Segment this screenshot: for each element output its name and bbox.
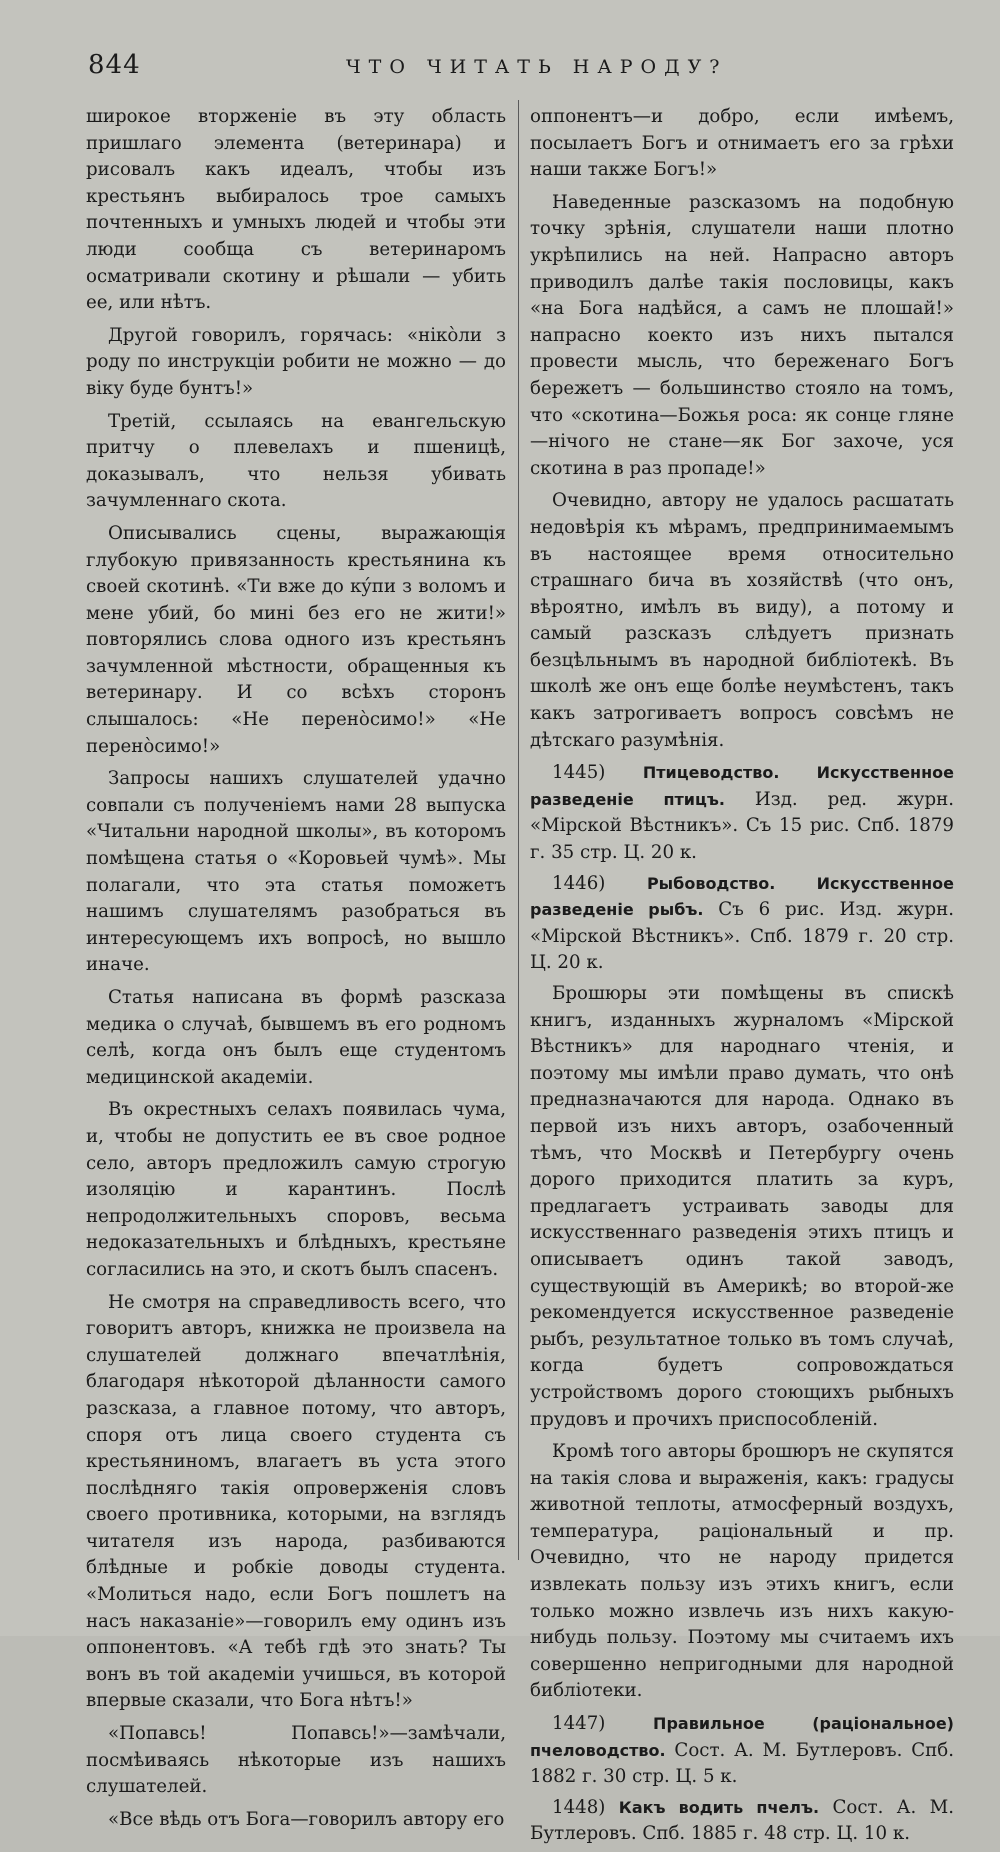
paragraph: Другой говорилъ, горячась: «нікòли з роду по инструкціи робити не можно — до віку буде бунтъ!» [86,324,506,399]
paragraph: Не смотря на справедливость всего, что говоритъ авторъ, книжка не произвела на слушателей должнаго впечатлѣнія, благодаря нѣкоторой дѣланности самого разсказа, а главное потому, что авторъ, споря отъ лица своего студента съ крестьяниномъ, влагаетъ въ уста этого послѣдняго такія опроверженія словъ своего противника, которыми, на взглядъ читателя изъ народа, разбиваются блѣдные и робкіе доводы студента. «Молиться надо, если Богъ пошлетъ на насъ наказаніе»—говорилъ ему одинъ изъ оппонентовъ. «А тебѣ гдѣ это знать? Ты вонъ въ той академіи учишься, въ которой впервые сказали, что Бога нѣтъ!» [86,1291,506,1712]
left-column [86,104,506,1839]
entry-number: 1446) [552,872,606,894]
right-column [530,104,954,1852]
bibliography-entry [530,871,954,977]
entry-title: Птицеводство. Искусственное разведеніе птицъ. [530,763,954,809]
bibliography-entry [530,760,954,866]
entry-details: Съ 6 рис. Изд. журн. «Мірской Вѣстникъ». Спб. 1879 г. 20 стр. Ц. 20 к. [530,899,955,974]
paragraph: Статья написана въ формѣ разсказа медика о случаѣ, бывшемъ въ его родномъ селѣ, когда онъ былъ еще студентомъ медицинской академіи. [86,987,506,1088]
bibliography-entry [530,1711,954,1791]
entry-details: Изд. ред. журн. «Мірской Вѣстникъ». Съ 15 рис. Спб. 1879 г. 35 стр. Ц. 20 к. [530,788,954,864]
paragraph: Запросы нашихъ слушателей удачно совпали съ полученіемъ нами 28 выпуска «Читальни народной школы», въ которомъ помѣщена статья о «Коровьей чумѣ». Мы полагали, что эта статья поможетъ нашимъ слушателямъ разобраться въ интересующемъ ихъ вопросѣ, но вышло иначе. [86,768,506,976]
paragraph: Кромѣ того авторы брошюръ не скупятся на такія слова и выраженія, какъ: градусы животной теплоты, атмосферный воздухъ, температура, раціональный и пр. Очевидно, что не народу придется извлекать пользу изъ этихъ книгъ, если только можно извлечь изъ нихъ какую-нибудь пользу. Поэтому мы считаемъ ихъ совершенно непригодными для народной библіотеки. [530,1441,954,1702]
entry-title: Рыбоводство. Искусственное разведеніе рыбъ. [530,873,954,920]
entry-details: Сост. А. М. Бутлеровъ. Спб. 1885 г. 48 стр. Ц. 10 к. [530,1796,954,1845]
entry-number: 1448) [552,1796,606,1818]
paragraph: Очевидно, автору не удалось расшатать недовѣрія къ мѣрамъ, предпринимаемымъ въ настоящее время относительно страшнаго бича въ хозяйствѣ (что онъ, вѣроятно, имѣлъ въ виду), а потому и самый разсказъ слѣдуетъ признать безцѣльнымъ въ народной библіотекѣ. Въ школѣ же онъ еще болѣе неумѣстенъ, такъ какъ затрогиваетъ вопросъ совсѣмъ не дѣтскаго разумѣнія. [530,490,954,751]
entry-number: 1447) [552,1713,606,1735]
paragraph: Третій, ссылаясь на евангельскую притчу о плевелахъ и пшеницѣ, доказывалъ, что нельзя убивать зачумленнаго скота. [86,410,506,512]
page-header [88,50,954,90]
paragraph: оппонентъ—и добро, если имѣемъ, посылаетъ Богъ и отнимаетъ его за грѣхи наши также Богъ!» [530,106,954,181]
paragraph: Въ окрестныхъ селахъ появилась чума, и, чтобы не допустить ее въ свое родное село, авторъ предложилъ самую строгую изоляцію и карантинъ. Послѣ непродолжительныхъ споровъ, весьма недоказательныхъ и блѣдныхъ, крестьяне согласились на это, и скотъ былъ спасенъ. [86,1099,506,1280]
bibliography-entry [530,1795,954,1848]
entry-title: Правильное (раціональное) пчеловодство. [530,1714,954,1760]
paragraph: Наведенные разсказомъ на подобную точку зрѣнія, слушатели наши плотно укрѣпились на ней. Напрасно авторъ приводилъ далѣе такія пословицы, какъ «на Бога надѣйся, а самъ не плошай!» напрасно коекто изъ нихъ пытался провести мысль, что береженаго Богъ бережетъ — большинство стояло на томъ, что «скотина—Божья роса: як сонце гляне—нічого не стане—як Бог захоче, уся скотина в раз пропаде!» [530,191,954,479]
page-number: 844 [88,50,141,80]
running-title: ЧТО ЧИТАТЬ НАРОДУ? [346,56,728,78]
paragraph: «Все вѣдь отъ Бога—говорилъ автору его [108,1808,505,1830]
entry-title: Какъ водить пчелъ. [618,1797,820,1817]
column-divider [518,100,519,1560]
paragraph: Описывались сцены, выражающія глубокую привязанность крестьянина къ своей скотинѣ. «Ти вже до кýпи з воломъ и мене убий, бо мині без его не жити!» повторялись слова одного изъ крестьянъ зачумленной мѣстности, обращенныя къ ветеринару. И со всѣхъ сторонъ слышалось: «Не перенòсимо!» «Не перенòсимо!» [86,522,506,757]
entry-details: Сост. А. М. Бутлеровъ. Спб. 1882 г. 30 стр. Ц. 5 к. [530,1739,954,1788]
paragraph: «Попавсь! Попавсь!»—замѣчали, посмѣиваясь нѣкоторые изъ нашихъ слушателей. [86,1723,506,1798]
paragraph: Брошюры эти помѣщены въ спискѣ книгъ, изданныхъ журналомъ «Мірской Вѣстникъ» для народнаго чтенія, и поэтому мы имѣли право думать, что онѣ предназначаются для народа. Однако въ первой изъ нихъ авторъ, озабоченный тѣмъ, что Москвѣ и Петербургу очень дорого приходится платить за куръ, предлагаетъ устраивать заводы для искусственнаго разведенія этихъ птицъ и описываетъ одинъ такой заводъ, существующій въ Америкѣ; во второй-же рекомендуется искусственное разведеніе рыбъ, результатное только въ томъ случаѣ, когда будетъ сопровождаться устройствомъ дорого стоющихъ рыбныхъ прудовъ и прочихъ приспособленій. [530,983,954,1430]
entry-number: 1445) [552,762,606,784]
paragraph: широкое вторженіе въ эту область пришлаго элемента (ветеринара) и рисовалъ какъ идеалъ, чтобы изъ крестьянъ выбиралось трое самыхъ почтенныхъ и умныхъ людей и чтобы эти люди сообща съ ветеринаромъ осматривали скотину и рѣшали — убить ее, или нѣтъ. [86,106,506,314]
